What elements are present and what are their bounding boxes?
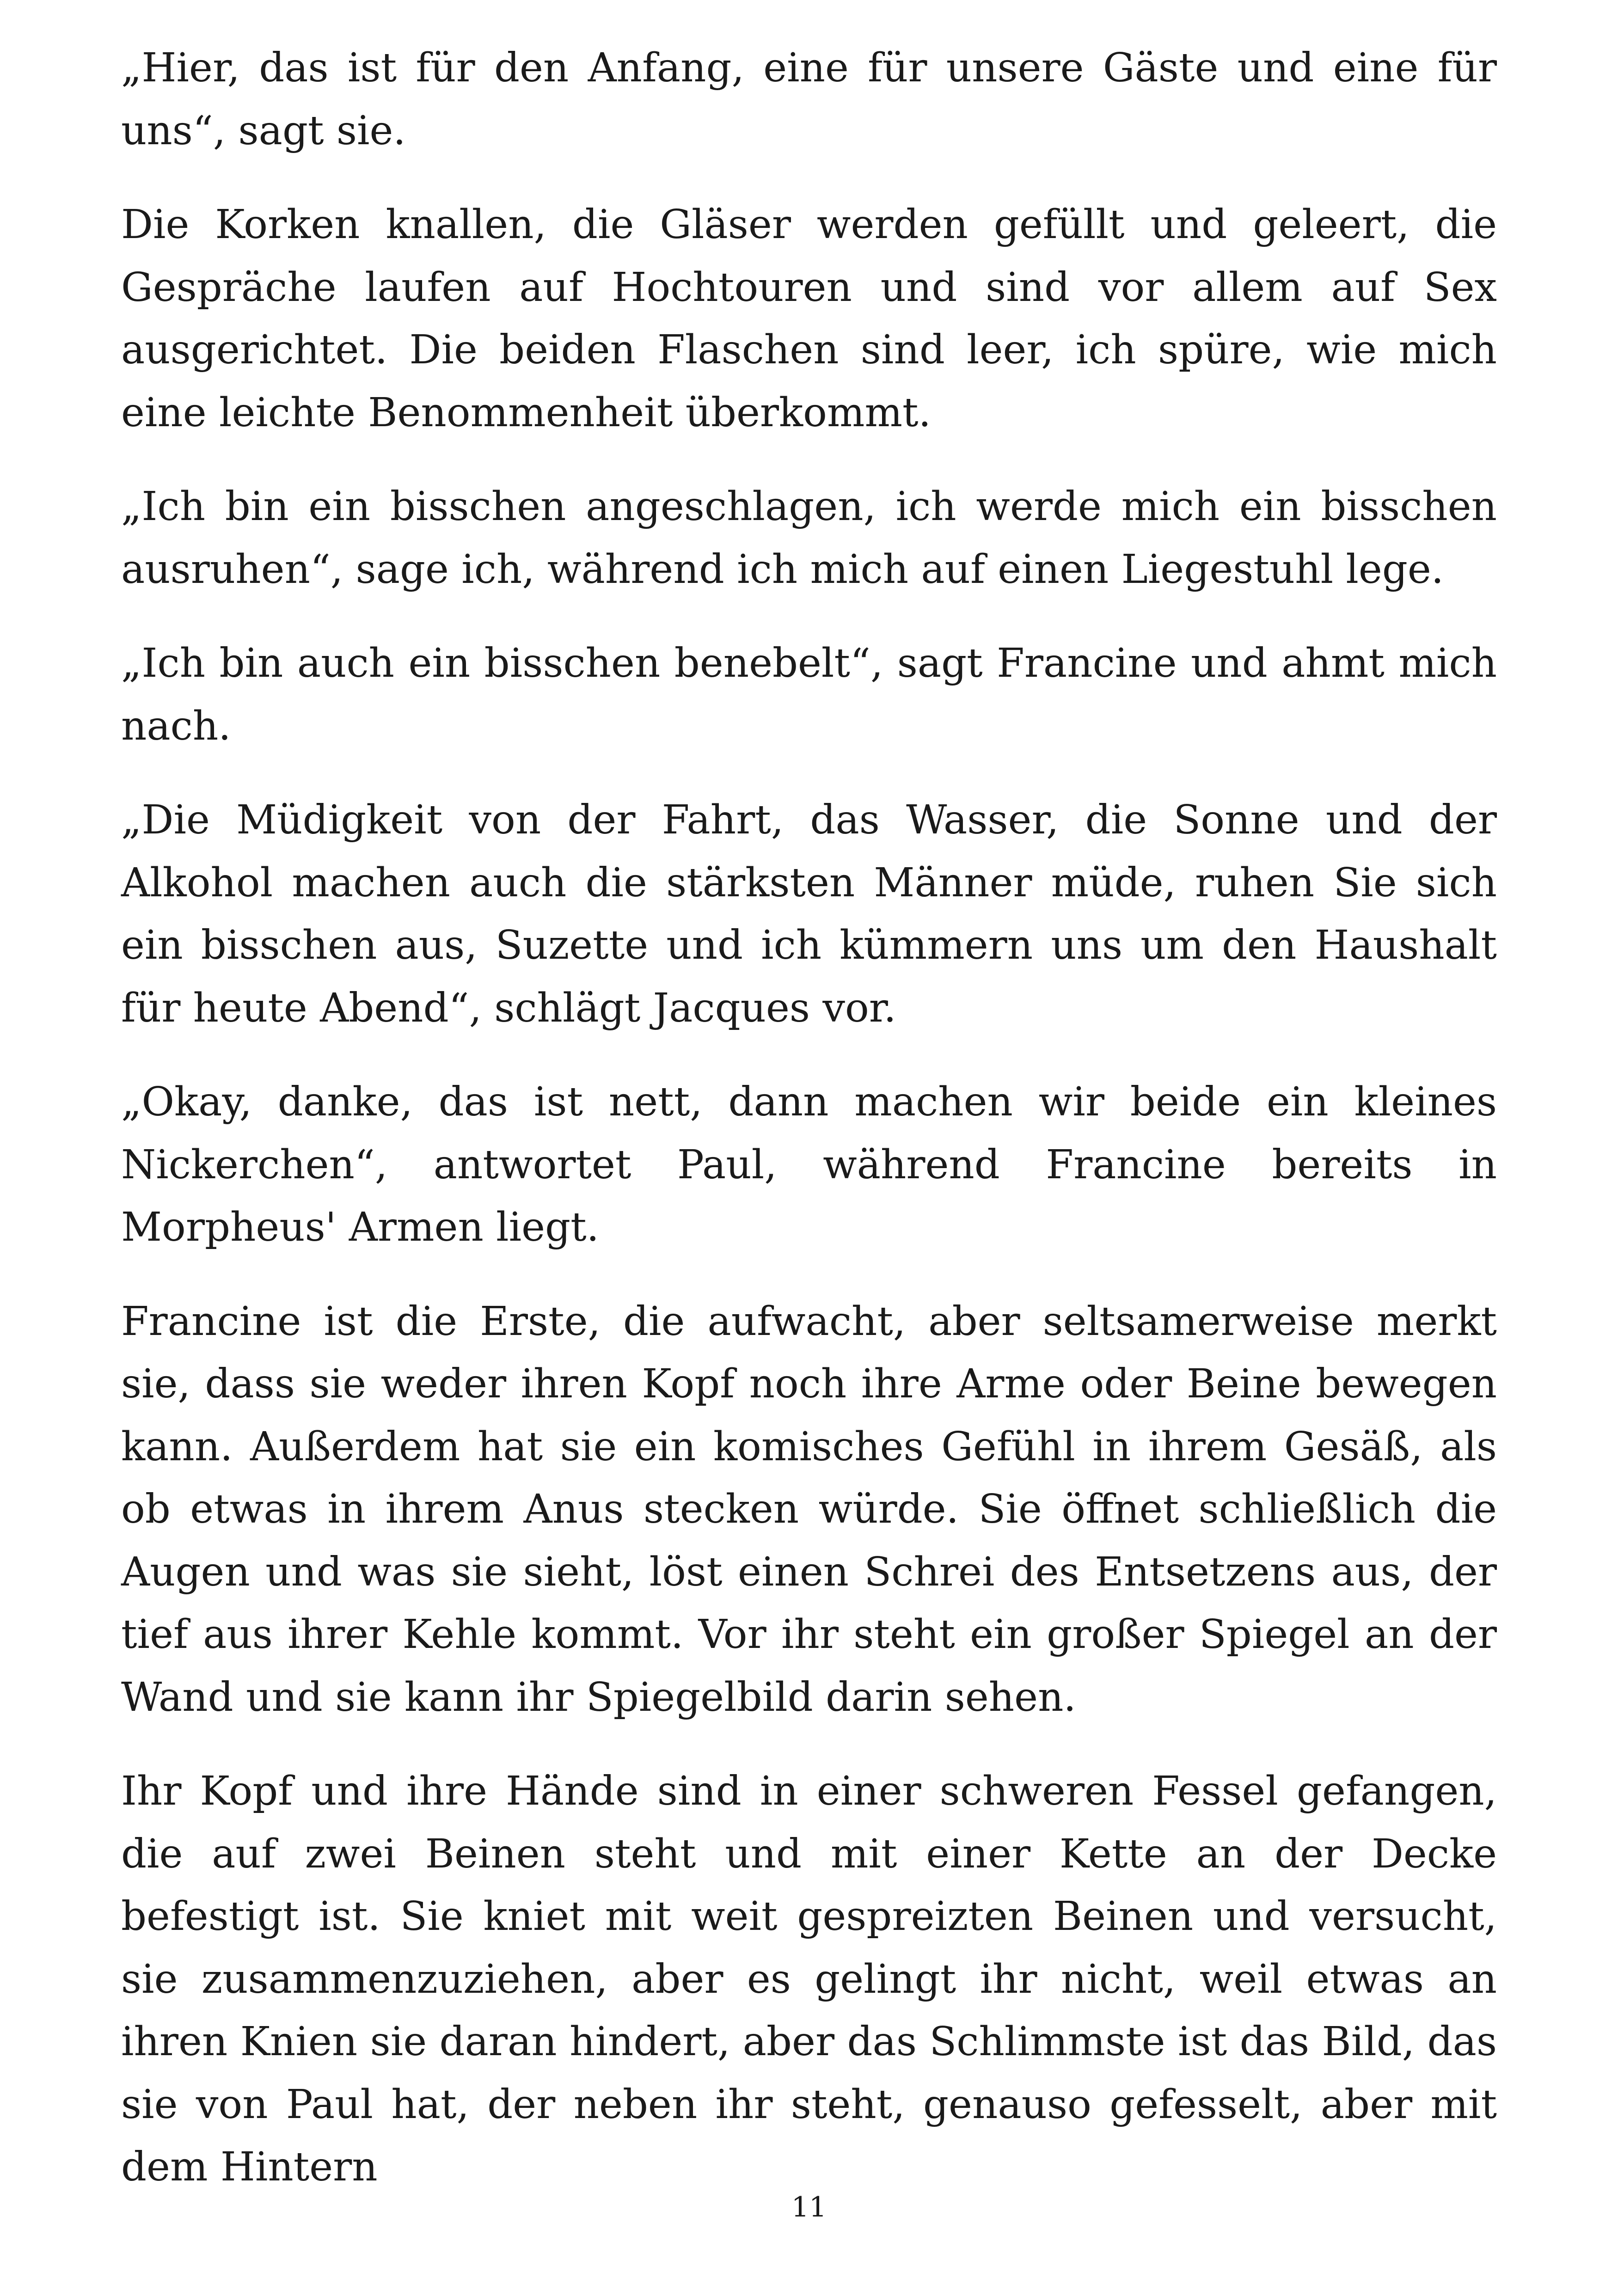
paragraph-8: Ihr Kopf und ihre Hände sind in einer schweren Fessel gefangen, die auf zwei Beinen steht und mit einer Kette an der Decke befestigt ist. Sie kniet mit weit gespreizten Beinen und versucht, sie zusammenzuziehen, aber es gelingt ihr nicht, weil etwas an ihren Knien sie daran hindert, aber das Schlimmste ist das Bild, das sie von Paul hat, der neben ihr steht, genauso gefesselt, aber mit dem Hintern bbox=[121, 1768, 1497, 2190]
paragraph-5: „Die Müdigkeit von der Fahrt, das Wasser, die Sonne und der Alkohol machen auch die stärksten Männer müde, ruhen Sie sich ein bisschen aus, Suzette und ich kümmern uns um den Haushalt für heute Abend“, schlägt Jacques vor. bbox=[121, 797, 1497, 1031]
paragraph-2: Die Korken knallen, die Gläser werden gefüllt und geleert, die Gespräche laufen auf Hochtouren und sind vor allem auf Sex ausgerichtet. Die beiden Flaschen sind leer, ich spüre, wie mich eine leichte Benommenheit überkommt. bbox=[121, 202, 1497, 436]
paragraph-3: „Ich bin ein bisschen angeschlagen, ich werde mich ein bisschen ausruhen“, sage ich, während ich mich auf einen Liegestuhl lege. bbox=[121, 484, 1497, 593]
page-number: 11 bbox=[791, 2191, 827, 2223]
paragraph-1: „Hier, das ist für den Anfang, eine für unsere Gäste und eine für uns“, sagt sie. bbox=[121, 45, 1497, 154]
paragraph-6: „Okay, danke, das ist nett, dann machen wir beide ein kleines Nickerchen“, antwortet Paul, während Francine bereits in Morpheus' Armen liegt. bbox=[121, 1079, 1497, 1250]
paragraph-4: „Ich bin auch ein bisschen benebelt“, sagt Francine und ahmt mich nach. bbox=[121, 640, 1497, 749]
body-text bbox=[121, 37, 1497, 2230]
paragraph-7: Francine ist die Erste, die aufwacht, aber seltsamerweise merkt sie, dass sie weder ihren Kopf noch ihre Arme oder Beine bewegen kann. Außerdem hat sie ein komisches Gefühl in ihrem Gesäß, als ob etwas in ihrem Anus stecken würde. Sie öffnet schließlich die Augen und was sie sieht, löst einen Schrei des Entsetzens aus, der tief aus ihrer Kehle kommt. Vor ihr steht ein großer Spiegel an der Wand und sie kann ihr Spiegelbild darin sehen. bbox=[121, 1298, 1497, 1720]
